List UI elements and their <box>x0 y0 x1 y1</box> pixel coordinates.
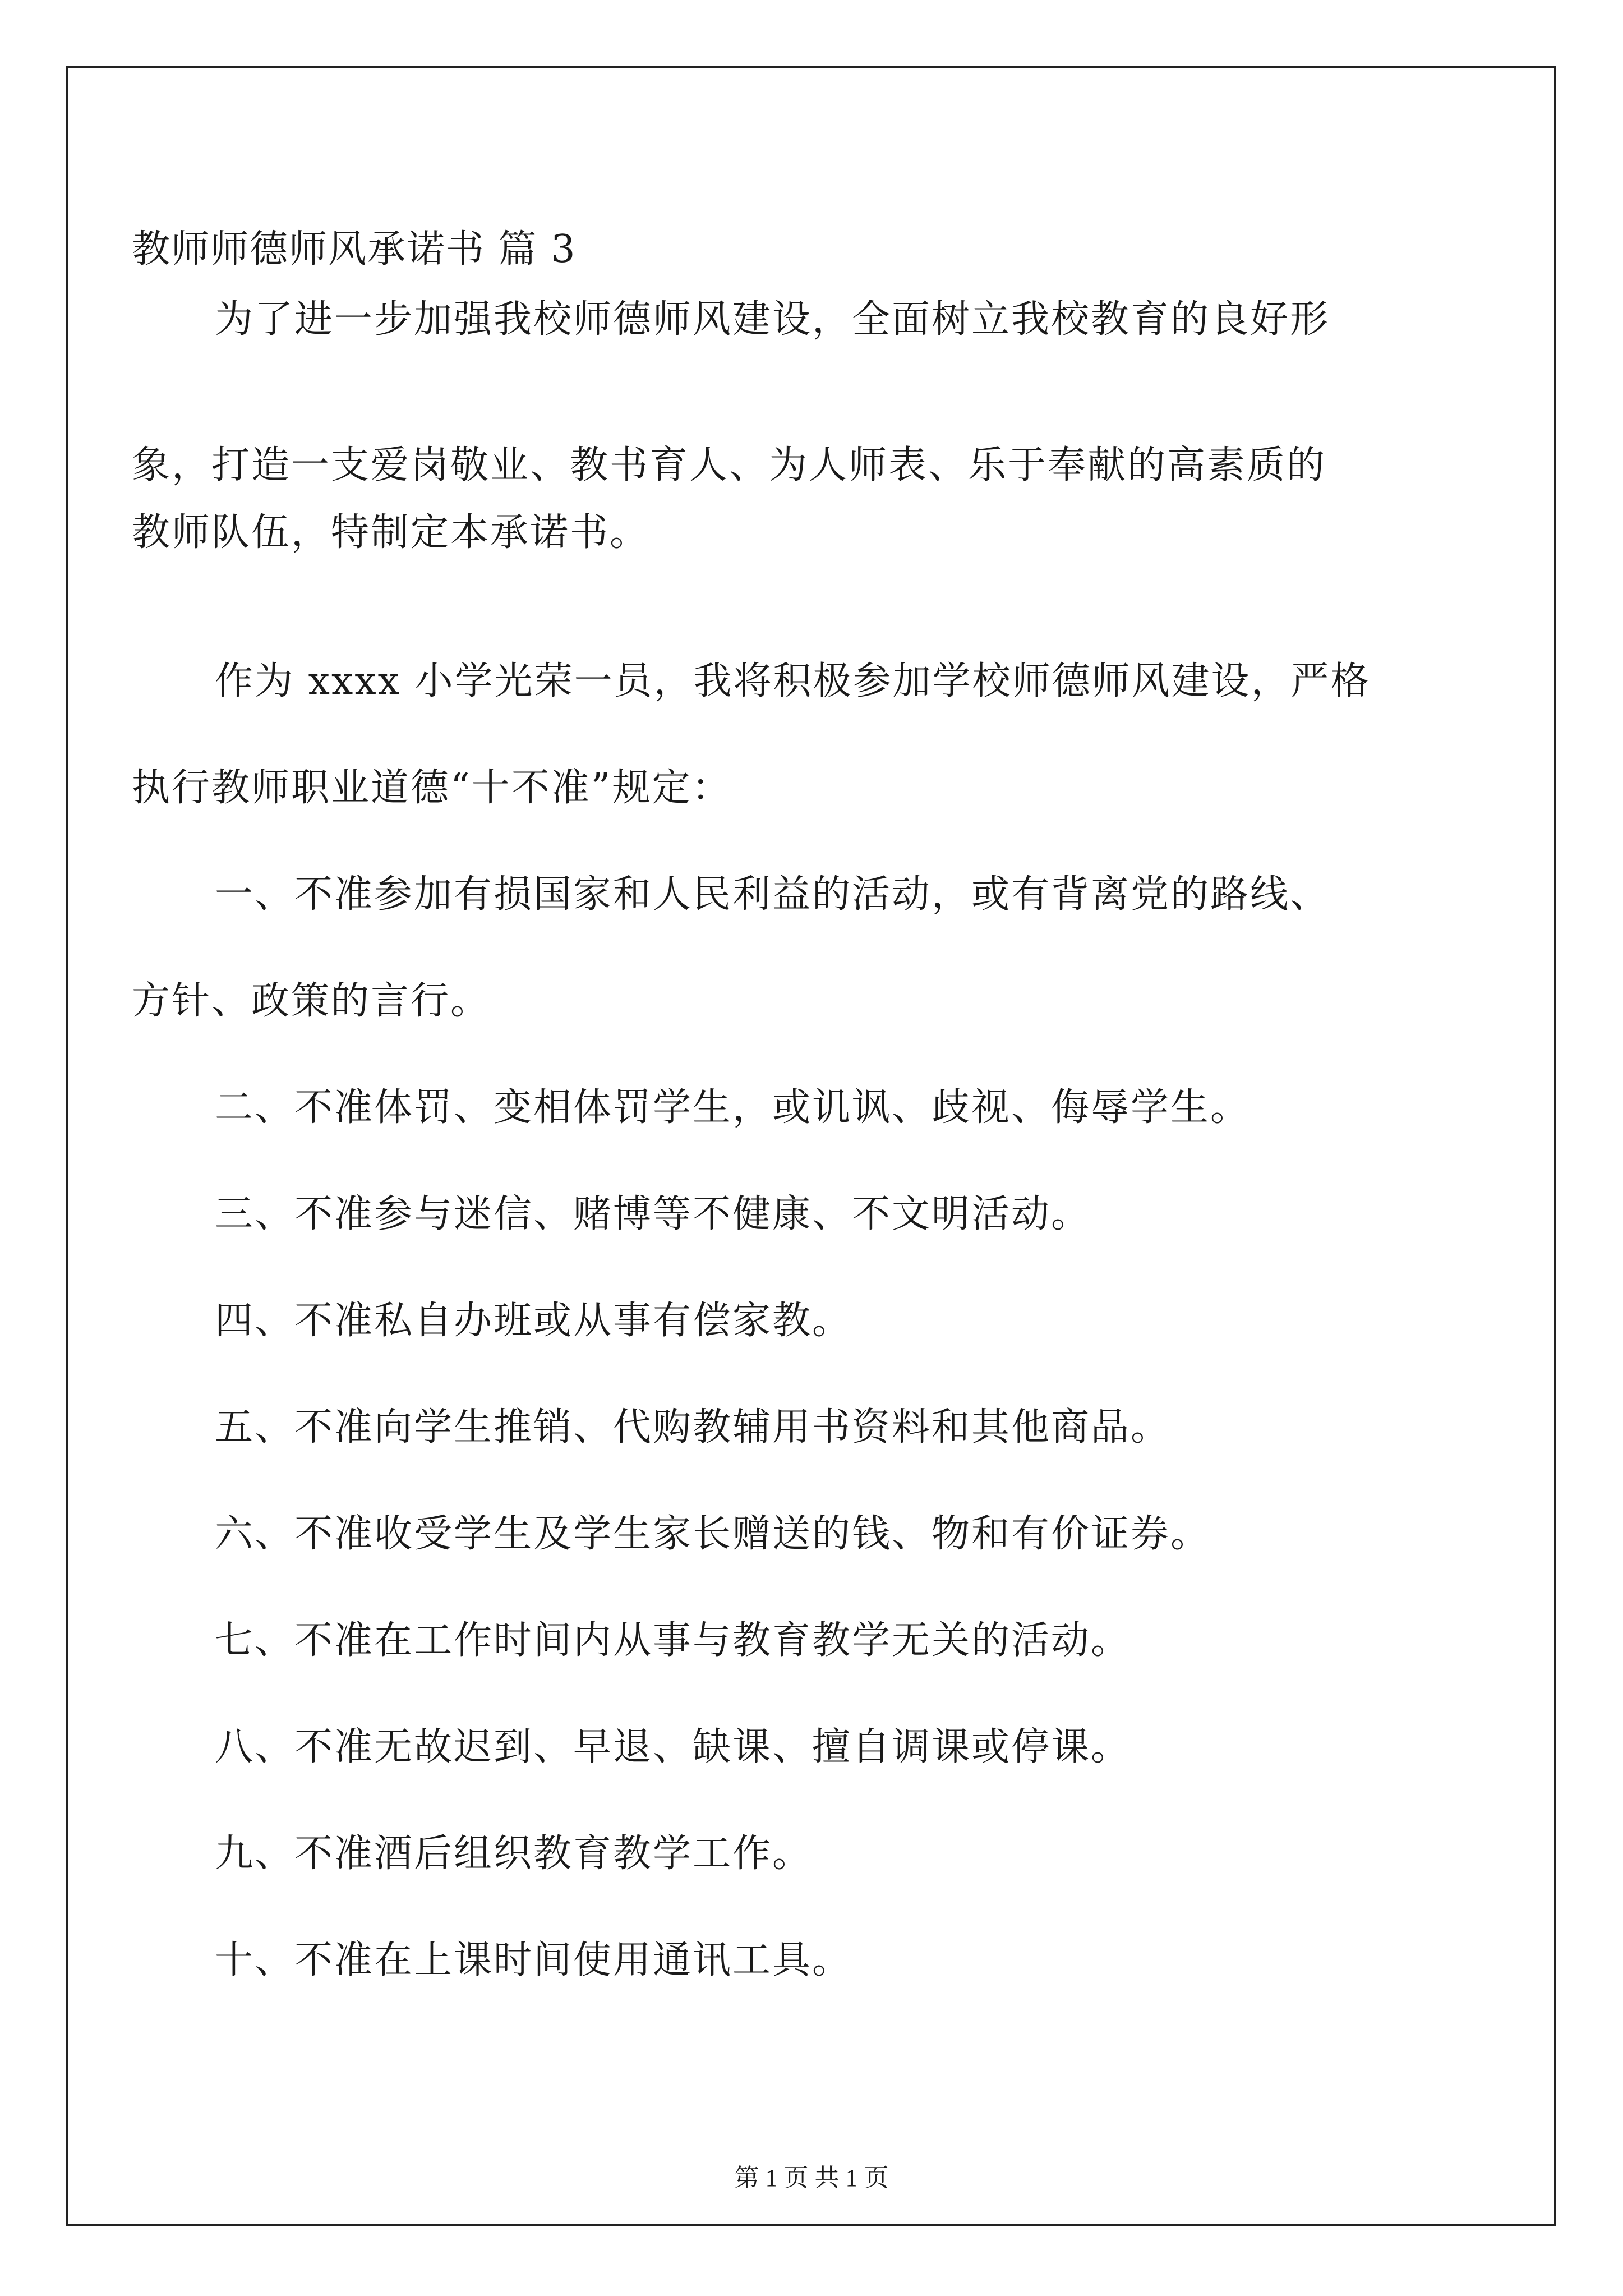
pledge-paragraph-line-1: 作为 xxxx 小学光荣一员，我将积极参加学校师德师风建设，严格 <box>215 659 1371 703</box>
intro-paragraph-line-3: 教师队伍，特制定本承诺书。 <box>132 510 650 555</box>
rule-4: 四、不准私自办班或从事有偿家教。 <box>215 1299 852 1343</box>
rule-9: 九、不准酒后组织教育教学工作。 <box>215 1832 813 1876</box>
rule-10: 十、不准在上课时间使用通讯工具。 <box>215 1938 852 1982</box>
page-number-footer: 第 1 页 共 1 页 <box>734 2164 889 2192</box>
intro-paragraph-line-1: 为了进一步加强我校师德师风建设，全面树立我校教育的良好形 <box>215 297 1330 342</box>
rule-6: 六、不准收受学生及学生家长赠送的钱、物和有价证券。 <box>215 1512 1211 1556</box>
rule-8: 八、不准无故迟到、早退、缺课、擅自调课或停课。 <box>215 1725 1131 1769</box>
pledge-paragraph-line-2: 执行教师职业道德“十不准”规定： <box>132 766 732 810</box>
rule-1-line-1: 一、不准参加有损国家和人民利益的活动，或有背离党的路线、 <box>215 872 1330 917</box>
rule-3: 三、不准参与迷信、赌博等不健康、不文明活动。 <box>215 1192 1091 1236</box>
intro-paragraph-line-2: 象，打造一支爱岗敬业、教书育人、为人师表、乐于奉献的高素质的 <box>132 443 1327 487</box>
rule-1-line-2: 方针、政策的言行。 <box>132 979 491 1023</box>
page-border <box>66 66 1556 2226</box>
rule-7: 七、不准在工作时间内从事与教育教学无关的活动。 <box>215 1618 1131 1663</box>
document-title: 教师师德师风承诺书 篇 3 <box>132 227 577 272</box>
rule-2: 二、不准体罚、变相体罚学生，或讥讽、歧视、侮辱学生。 <box>215 1085 1251 1130</box>
rule-5: 五、不准向学生推销、代购教辅用书资料和其他商品。 <box>215 1405 1171 1450</box>
